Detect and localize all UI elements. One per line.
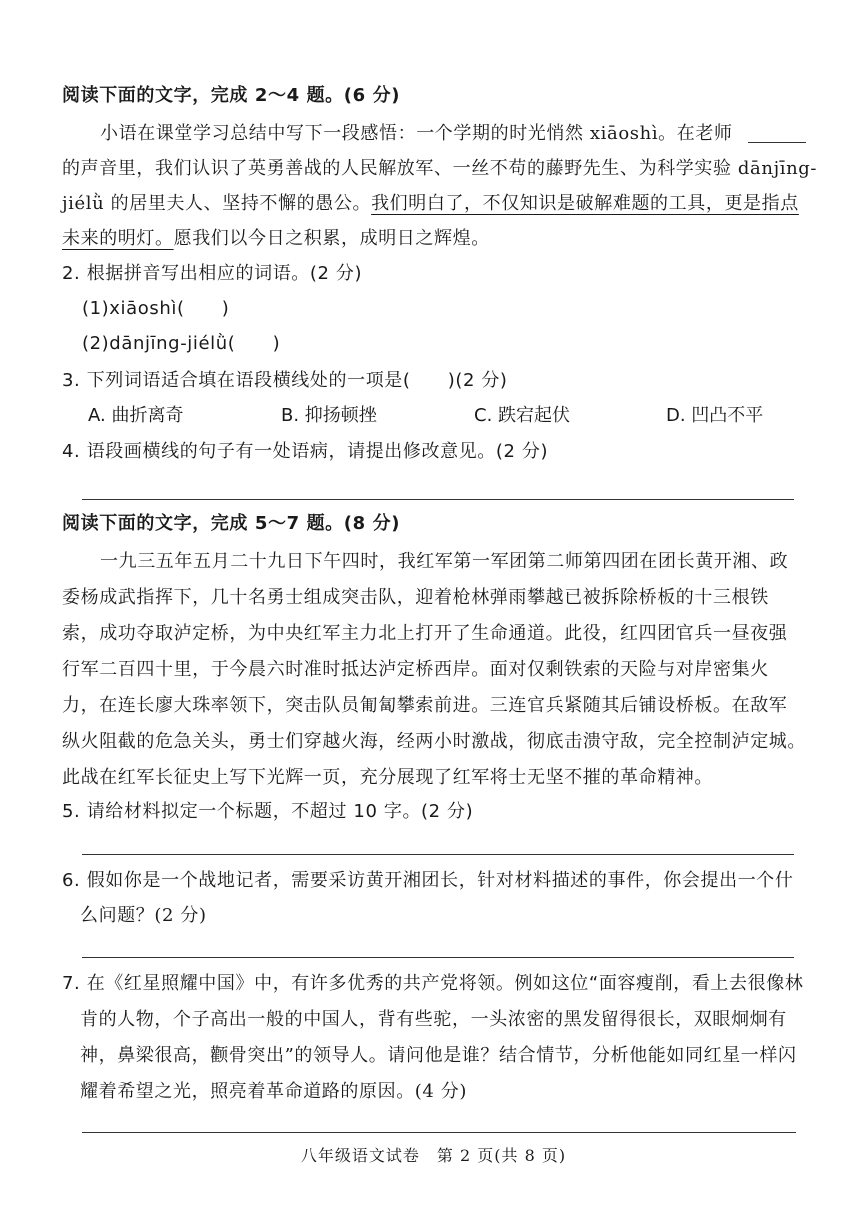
q5-answer-line[interactable] bbox=[82, 854, 794, 855]
q3-option-a[interactable]: A. 曲折离奇 bbox=[88, 405, 184, 426]
passage2-line6: 纵火阻截的危急关头，勇士们穿越火海，经两小时激战，彻底击溃守敌，完全控制泸定城。 bbox=[62, 731, 806, 752]
q3-option-b[interactable]: B. 抑扬顿挫 bbox=[281, 405, 377, 426]
q6-line2: 么问题？(2 分) bbox=[80, 905, 207, 926]
q2-sub2[interactable]: (2)dānjīng-jiélǜ( ) bbox=[82, 333, 281, 354]
passage1-line3 bbox=[62, 192, 799, 216]
q4-answer-line[interactable] bbox=[82, 499, 794, 500]
passage1-line1: 小语在课堂学习总结中写下一段感悟：一个学期的时光悄然 xiāoshì。在老师 bbox=[100, 123, 733, 144]
q5-stem: 5. 请给材料拟定一个标题，不超过 10 字。(2 分) bbox=[62, 801, 474, 822]
passage1-fill-blank[interactable] bbox=[748, 142, 806, 143]
passage1-line4-text: 愿我们以今日之积累，成明日之辉煌。 bbox=[173, 228, 490, 249]
q7-line2: 肯的人物，个子高出一般的中国人，背有些驼，一头浓密的黑发留得很长，双眼炯炯有 bbox=[80, 1009, 787, 1030]
underlined-sentence-part2: 未来的明灯。 bbox=[62, 228, 174, 249]
q6-line1: 6. 假如你是一个战地记者，需要采访黄开湘团长，针对材料描述的事件，你会提出一个什 bbox=[62, 870, 794, 891]
passage2-line4: 行军二百四十里，于今晨六时准时抵达泸定桥西岸。面对仅剩铁索的天险与对岸密集火 bbox=[62, 659, 769, 680]
q3-option-c[interactable]: C. 跌宕起伏 bbox=[474, 405, 571, 426]
q3-stem: 3. 下列词语适合填在语段横线处的一项是( )(2 分) bbox=[62, 370, 508, 391]
passage2-line1: 一九三五年五月二十九日下午四时，我红军第一军团第二师第四团在团长黄开湘、政 bbox=[100, 551, 789, 572]
q7-line4: 耀着希望之光，照亮着革命道路的原因。(4 分) bbox=[80, 1081, 468, 1102]
q7-line1: 7. 在《红星照耀中国》中，有许多优秀的共产党将领。例如这位“面容瘦削，看上去很像林 bbox=[62, 973, 804, 994]
q2-stem: 2. 根据拼音写出相应的词语。(2 分) bbox=[62, 263, 363, 284]
q3-option-d[interactable]: D. 凹凸不平 bbox=[666, 405, 764, 426]
q6-answer-line[interactable] bbox=[82, 957, 794, 958]
footer-rule bbox=[82, 1132, 796, 1133]
passage2-line5: 力，在连长廖大珠率领下，突击队员匍匐攀索前进。三连官兵紧随其后铺设桥板。在敌军 bbox=[62, 695, 788, 716]
q2-sub1[interactable]: (1)xiāoshì( ) bbox=[82, 298, 230, 319]
underlined-sentence-part1: 我们明白了，不仅知识是破解难题的工具，更是指点 bbox=[371, 193, 799, 214]
passage1-line2: 的声音里，我们认识了英勇善战的人民解放军、一丝不苟的藤野先生、为科学实验 dānjīng- bbox=[62, 158, 818, 179]
section1-heading: 阅读下面的文字，完成 2～4 题。(6 分) bbox=[62, 85, 401, 106]
passage2-line7: 此战在红军长征史上写下光辉一页，充分展现了红军将士无坚不摧的革命精神。 bbox=[62, 767, 713, 788]
passage2-line2: 委杨成武指挥下，几十名勇士组成突击队，迎着枪林弹雨攀越已被拆除桥板的十三根铁 bbox=[62, 587, 769, 608]
passage1-line3-text: jiélǜ 的居里夫人、坚持不懈的愚公。 bbox=[62, 193, 372, 214]
q4-stem: 4. 语段画横线的句子有一处语病，请提出修改意见。(2 分) bbox=[62, 441, 549, 462]
q7-line3: 神，鼻梁很高，颧骨突出”的领导人。请问他是谁？结合情节，分析他能如同红星一样闪 bbox=[80, 1045, 797, 1066]
passage1-line4 bbox=[62, 227, 490, 251]
page-footer: 八年级语文试卷 第 2 页(共 8 页) bbox=[300, 1146, 567, 1165]
section2-heading: 阅读下面的文字，完成 5～7 题。(8 分) bbox=[62, 513, 401, 534]
passage2-line3: 索，成功夺取泸定桥，为中央红军主力北上打开了生命通道。此役，红四团官兵一昼夜强 bbox=[62, 623, 788, 644]
